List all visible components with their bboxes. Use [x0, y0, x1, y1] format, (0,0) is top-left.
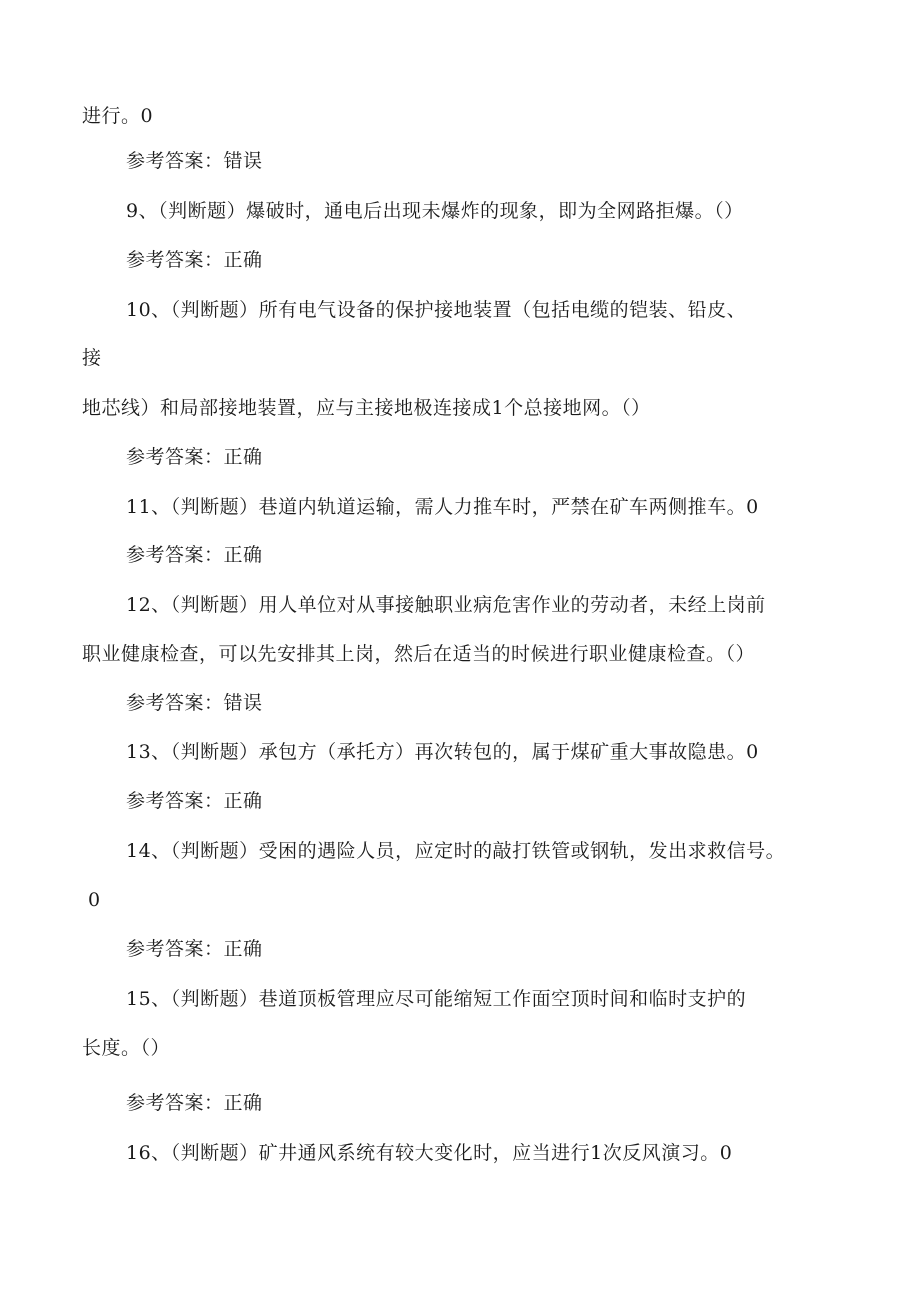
answer-line: 参考答案：正确 — [126, 790, 263, 812]
question-9: 9、（判断题）爆破时，通电后出现未爆炸的现象，即为全网路拒爆。（） — [126, 200, 744, 222]
answer-line: 参考答案：正确 — [126, 544, 263, 566]
answer-line: 参考答案：错误 — [126, 692, 263, 714]
answer-line: 参考答案：正确 — [126, 446, 263, 468]
text-line-continuation: 进行。0 — [82, 105, 154, 127]
question-15: 15、（判断题）巷道顶板管理应尽可能缩短工作面空顶时间和临时支护的 — [126, 988, 747, 1010]
question-11: 11、（判断题）巷道内轨道运输，需人力推车时，严禁在矿车两侧推车。0 — [126, 496, 759, 518]
question-14: 14、（判断题）受困的遇险人员，应定时的敲打铁管或钢轨，发出求救信号。 — [126, 840, 786, 862]
question-16: 16、（判断题）矿井通风系统有较大变化时，应当进行1次反风演习。0 — [126, 1142, 733, 1164]
question-12-continuation: 职业健康检查，可以先安排其上岗，然后在适当的时候进行职业健康检查。（） — [82, 643, 756, 665]
question-10: 10、（判断题）所有电气设备的保护接地装置（包括电缆的铠装、铅皮、 — [126, 299, 747, 321]
question-10-continuation: 地芯线）和局部接地装置，应与主接地极连接成1个总接地网。（） — [82, 397, 651, 419]
answer-line: 参考答案：正确 — [126, 1092, 263, 1114]
answer-line: 参考答案：错误 — [126, 150, 263, 172]
question-12: 12、（判断题）用人单位对从事接触职业病危害作业的劳动者，未经上岗前 — [126, 594, 766, 616]
answer-line: 参考答案：正确 — [126, 938, 263, 960]
answer-line: 参考答案：正确 — [126, 249, 263, 271]
question-14-continuation: 0 — [88, 889, 101, 911]
question-15-continuation: 长度。（） — [82, 1037, 171, 1059]
question-10-wrap: 接 — [82, 347, 102, 369]
question-13: 13、（判断题）承包方（承托方）再次转包的，属于煤矿重大事故隐患。0 — [126, 741, 759, 763]
